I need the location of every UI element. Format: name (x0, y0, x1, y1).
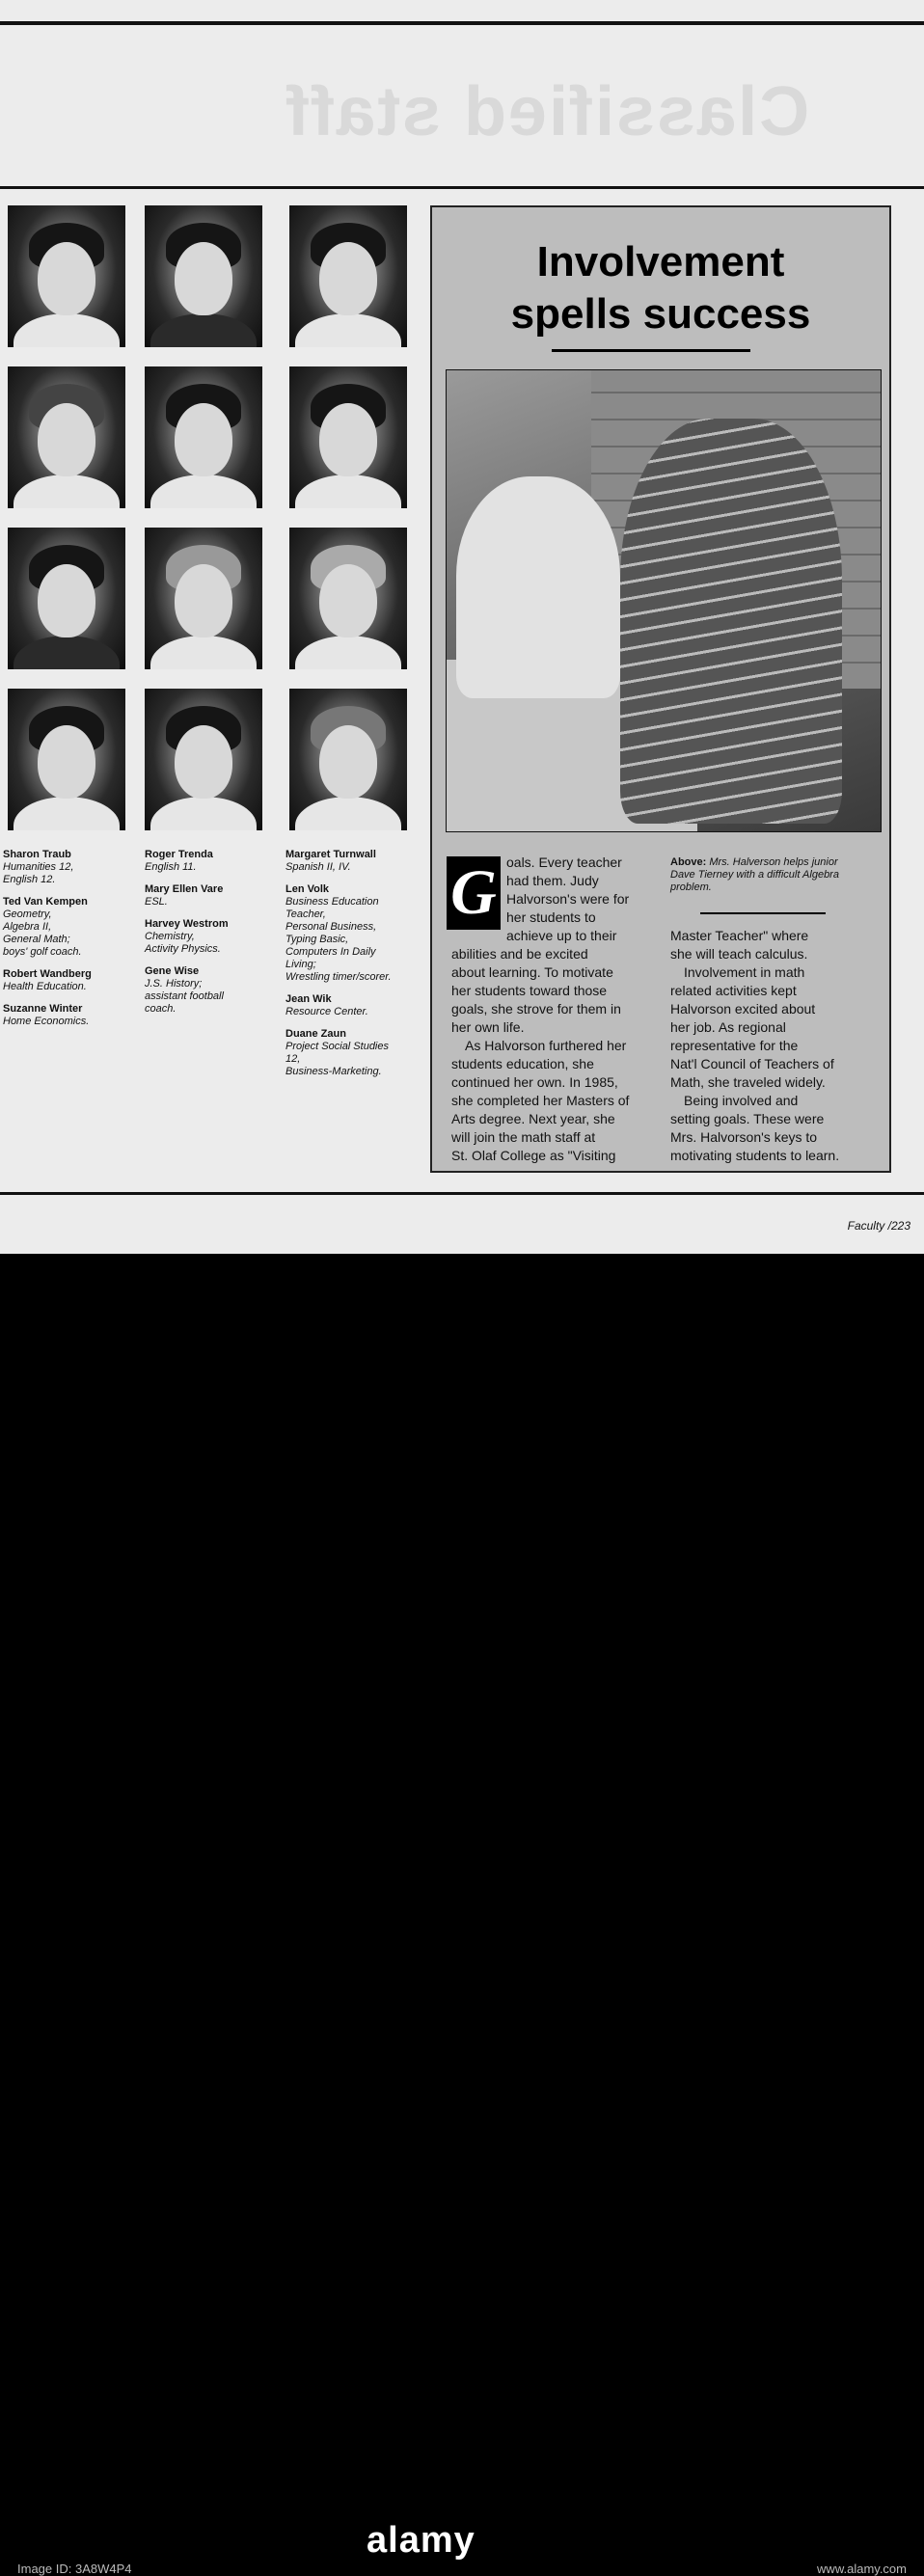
feature-sidebar (430, 205, 891, 1173)
portrait-photo (145, 205, 262, 347)
portrait-photo (8, 689, 125, 830)
staff-column-2 (145, 849, 280, 1025)
drop-cap: G (447, 856, 501, 930)
caption-rule (700, 912, 826, 914)
portrait-photo (8, 528, 125, 669)
staff-entry: Harvey Westrom Chemistry, Activity Physics. (145, 918, 229, 955)
photo-caption: Above: Mrs. Halverson helps junior Dave Tierney with a difficult Algebra problem. (670, 856, 839, 893)
bottom-rule (0, 1192, 924, 1195)
portrait-photo (289, 528, 407, 669)
portrait-photo (8, 366, 125, 508)
portrait-photo (289, 366, 407, 508)
stock-url: www.alamy.com (817, 2562, 907, 2576)
staff-entry: Sharon Traub Humanities 12, English 12. (3, 849, 74, 885)
staff-column-1 (3, 849, 138, 1038)
portrait-photo (145, 366, 262, 508)
page-folio: Faculty /223 (847, 1219, 910, 1233)
staff-column-3 (285, 849, 428, 1088)
staff-entry: Roger Trenda English 11. (145, 849, 213, 873)
story-column-1: achieve up to their abilities and be excited about learning. To motivate her students toward those goals, she strove for them in her own life. As Halvorson furthered her students education, she continued her own. In 1985, she completed her Masters of Arts degree. Next year, she will join the math staff at St. Olaf College as "Visiting (451, 928, 630, 1163)
staff-entry: Duane Zaun Project Social Studies 12, Business-Marketing. (285, 1028, 389, 1077)
stock-watermark-bar (0, 1254, 924, 2576)
yearbook-page (0, 0, 924, 1254)
feature-headline: Involvement spells success (510, 238, 811, 338)
photo-teacher (456, 476, 620, 698)
top-rule (0, 21, 924, 25)
portrait-photo (289, 205, 407, 347)
alamy-logo: alamy (367, 2520, 476, 2561)
staff-entry: Robert Wandberg Health Education. (3, 968, 92, 992)
staff-entry: Len Volk Business Education Teacher, Personal Business, Typing Basic, Computers In Daily Living; Wrestling timer/scorer. (285, 883, 392, 983)
staff-entry: Ted Van Kempen Geometry, Algebra II, General Math; boys' golf coach. (3, 896, 88, 958)
portrait-photo (289, 689, 407, 830)
upper-rule (0, 186, 924, 189)
portrait-photo (8, 205, 125, 347)
staff-entry: Margaret Turnwall Spanish II, IV. (285, 849, 376, 873)
story-column-1-top: oals. Every teacher had them. Judy Halvorson's were for her students to (506, 854, 630, 925)
portrait-photo (145, 689, 262, 830)
portrait-photo (145, 528, 262, 669)
staff-entry: Jean Wik Resource Center. (285, 993, 368, 1017)
photo-student (620, 419, 842, 824)
feature-photo (446, 369, 882, 832)
show-through-heading: Classified staff (285, 73, 810, 150)
staff-entry: Mary Ellen Vare ESL. (145, 883, 224, 908)
headline-rule (552, 349, 750, 352)
staff-entry: Suzanne Winter Home Economics. (3, 1003, 90, 1027)
staff-entry: Gene Wise J.S. History; assistant football coach. (145, 965, 224, 1015)
image-id: Image ID: 3A8W4P4 (17, 2562, 132, 2576)
story-column-2: Master Teacher" where she will teach calculus. Involvement in math related activities kept Halvorson excited about her job. As regional representative for the Nat'l Council of Teachers of Math, she traveled widely. Being involved and setting goals. These were Mrs. Halvorson's keys to motivating students to learn. (670, 928, 840, 1163)
